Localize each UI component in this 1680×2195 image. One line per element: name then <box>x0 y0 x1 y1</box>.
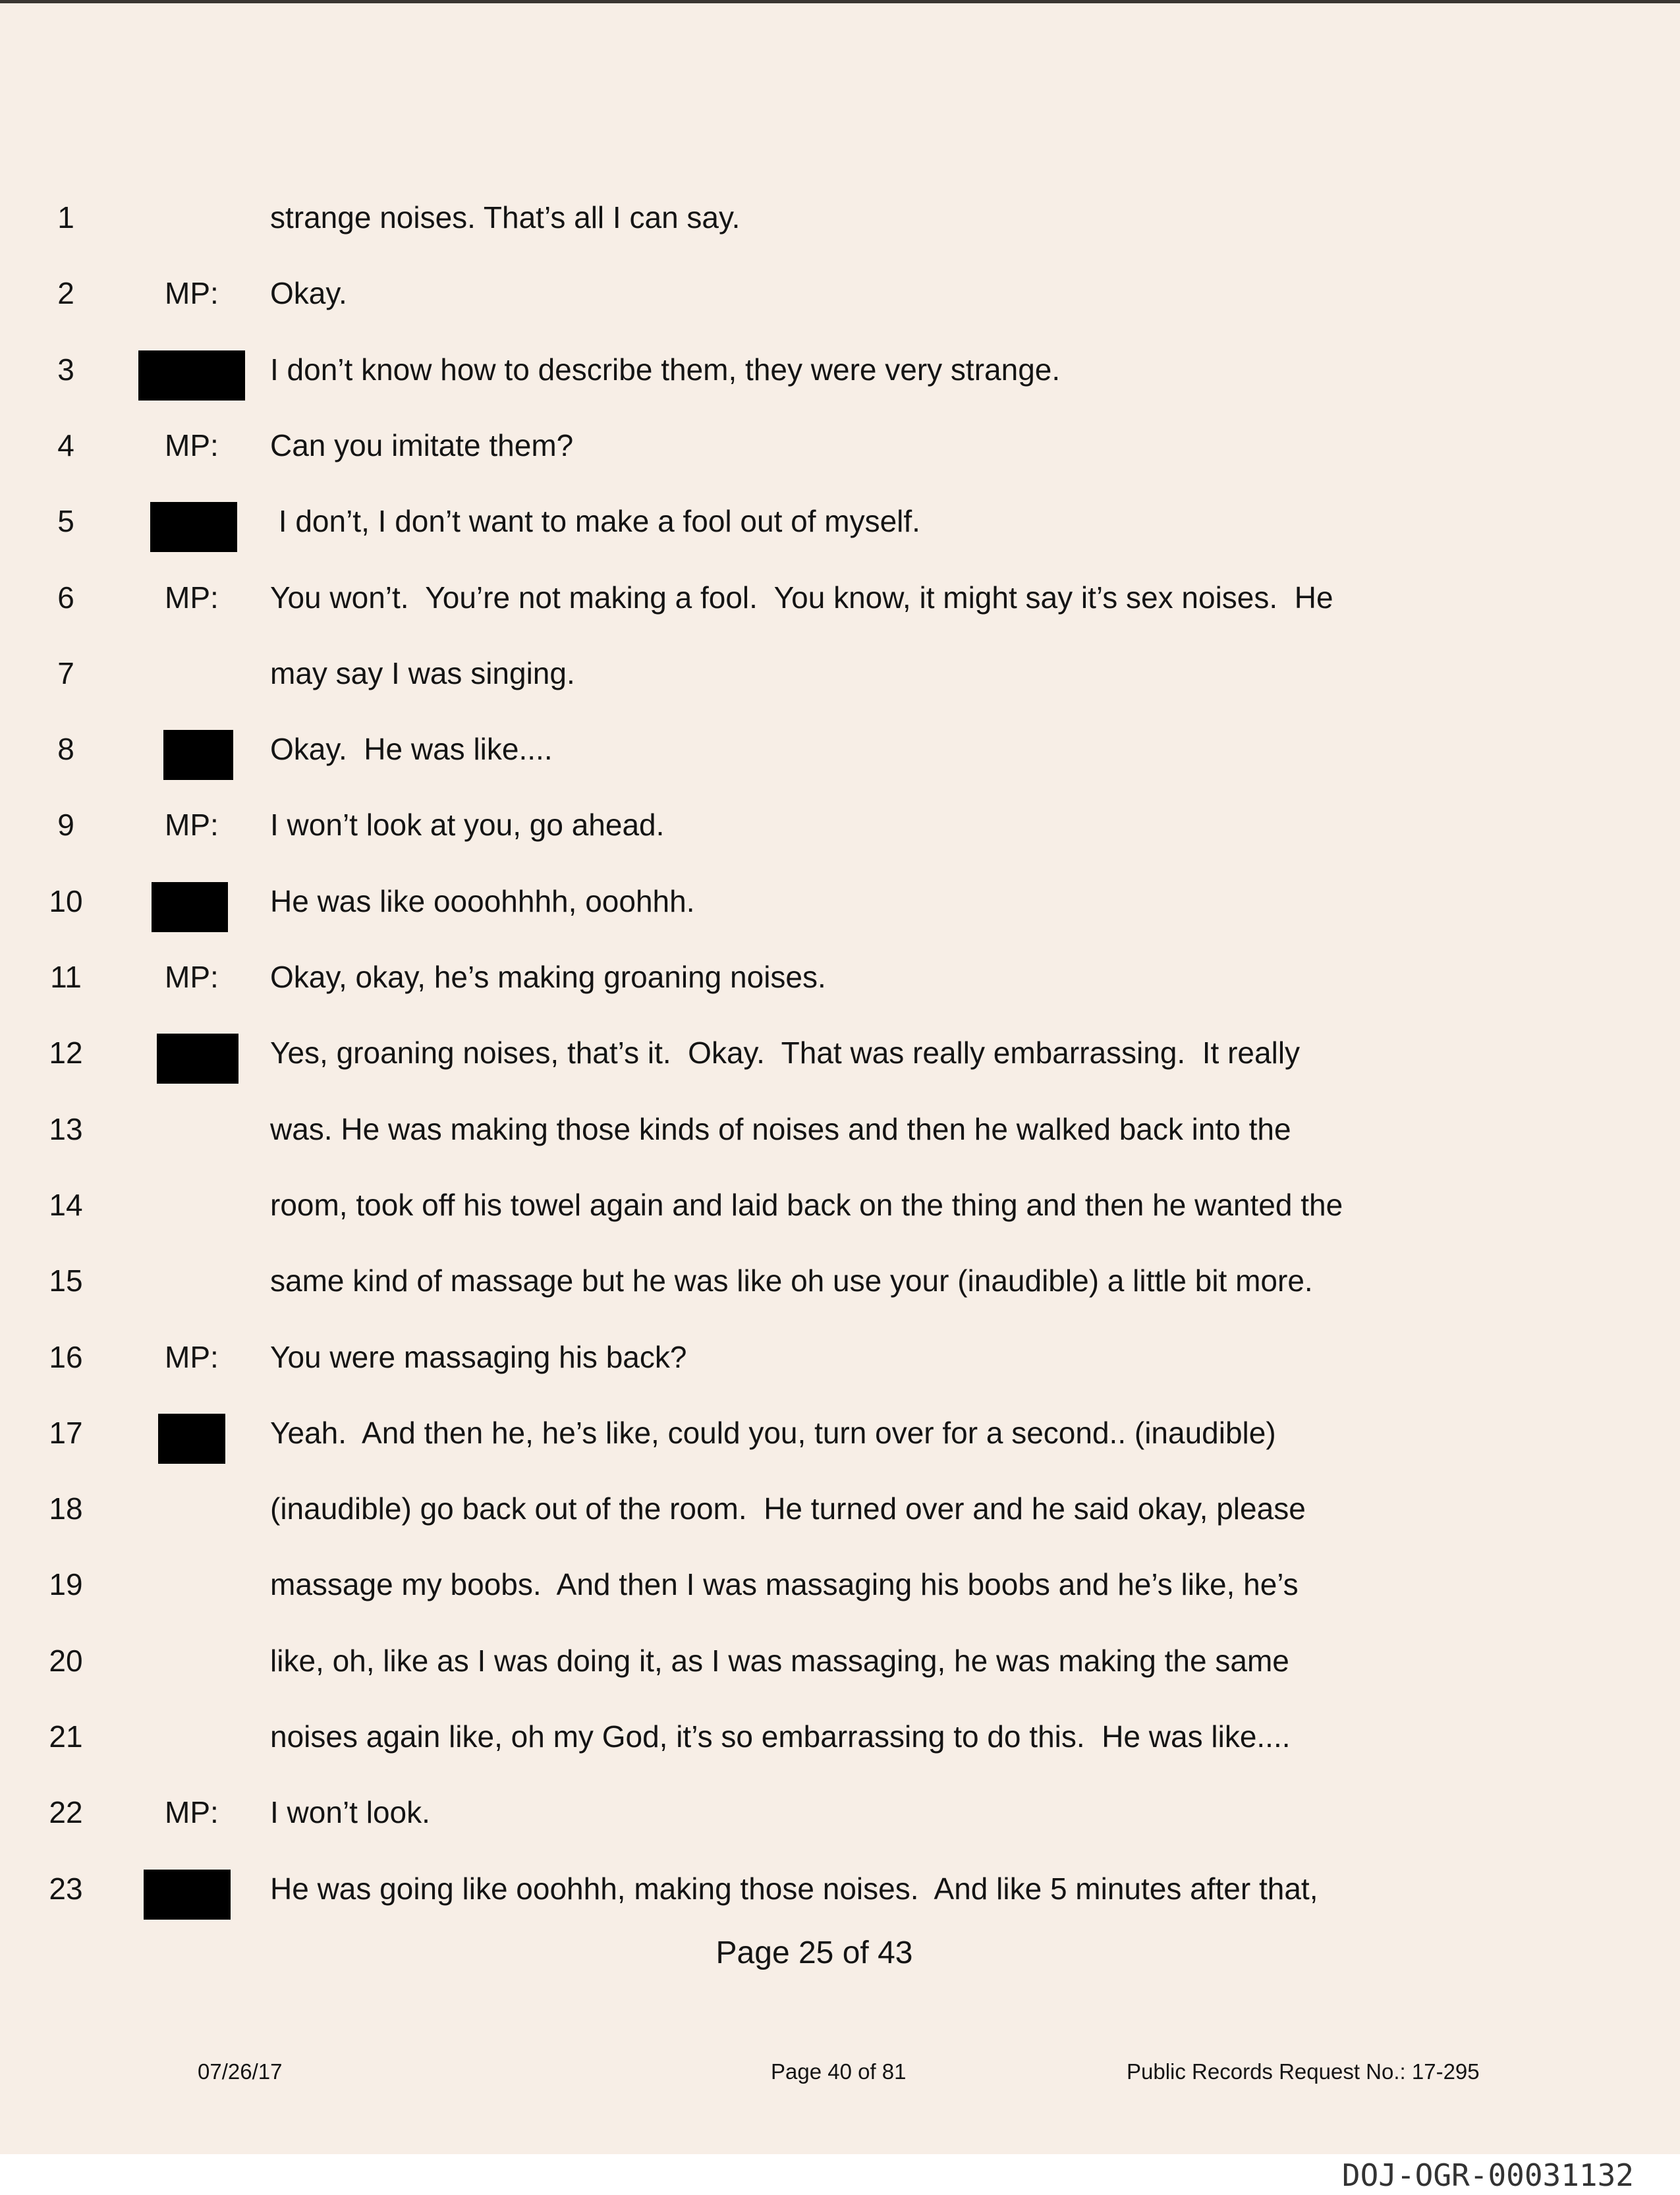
line-text: I won’t look. <box>270 1795 430 1829</box>
transcript-line <box>0 1410 1680 1456</box>
line-text: He was like oooohhhh, ooohhh. <box>270 884 695 918</box>
transcript-line <box>0 347 1680 393</box>
line-text: He was going like ooohhh, making those noises. And like 5 minutes after that, <box>270 1872 1318 1906</box>
transcript-line <box>0 1866 1680 1912</box>
line-number: 21 <box>49 1719 83 1754</box>
line-text: room, took off his towel again and laid back on the thing and then he wanted the <box>270 1188 1343 1222</box>
redacted-speaker-box <box>157 1034 238 1084</box>
transcript-line <box>0 1258 1680 1304</box>
line-number: 8 <box>57 732 74 766</box>
line-number: 12 <box>49 1036 83 1070</box>
transcript-line <box>0 1561 1680 1607</box>
redacted-speaker-box <box>163 730 233 780</box>
line-number: 9 <box>57 808 74 842</box>
line-text: Okay, okay, he’s making groaning noises. <box>270 960 826 994</box>
line-text: noises again like, oh my God, it’s so embarrassing to do this. He was like.... <box>270 1719 1291 1754</box>
doc-id-strip <box>0 2154 1680 2195</box>
transcript-line <box>0 650 1680 696</box>
speaker-label: MP: <box>165 428 219 462</box>
line-number: 4 <box>57 428 74 462</box>
line-number: 18 <box>49 1491 83 1526</box>
redacted-speaker-box <box>138 350 245 401</box>
speaker-label: MP: <box>165 960 219 994</box>
speaker-label: MP: <box>165 1795 219 1829</box>
footer-request-number: Public Records Request No.: 17-295 <box>1127 2059 1480 2084</box>
line-number: 19 <box>49 1567 83 1601</box>
speaker-label: MP: <box>165 1340 219 1374</box>
line-number: 17 <box>49 1416 83 1450</box>
line-number: 3 <box>57 352 74 387</box>
line-number: 11 <box>50 960 82 994</box>
line-number: 1 <box>57 200 74 235</box>
transcript-line <box>0 194 1680 240</box>
line-text: strange noises. That’s all I can say. <box>270 200 741 235</box>
speaker-label: MP: <box>165 276 219 310</box>
document-id: DOJ-OGR-00031132 <box>1341 2157 1634 2193</box>
line-number: 5 <box>57 504 74 538</box>
line-text: You were massaging his back? <box>270 1340 687 1374</box>
transcript-line <box>0 1789 1680 1835</box>
transcript-line <box>0 1334 1680 1380</box>
line-number: 7 <box>57 656 74 690</box>
transcript-line <box>0 1106 1680 1152</box>
line-number: 22 <box>49 1795 83 1829</box>
redacted-speaker-box <box>144 1870 231 1920</box>
transcript-line <box>0 726 1680 772</box>
transcript-line <box>0 1182 1680 1228</box>
line-number: 20 <box>49 1644 83 1678</box>
transcript-line <box>0 574 1680 621</box>
transcript-line <box>0 878 1680 924</box>
line-text: I don’t know how to describe them, they were very strange. <box>270 352 1061 387</box>
redacted-speaker-box <box>150 502 237 552</box>
transcript-line <box>0 498 1680 544</box>
transcript-page-number: Page 25 of 43 <box>715 1935 913 1970</box>
line-number: 6 <box>57 580 74 615</box>
line-text: You won’t. You’re not making a fool. You know, it might say it’s sex noises. He <box>270 580 1333 615</box>
transcript-line <box>0 1638 1680 1684</box>
redacted-speaker-box <box>158 1414 225 1464</box>
line-number: 14 <box>49 1188 83 1222</box>
transcript-line <box>0 954 1680 1000</box>
line-number: 10 <box>49 884 83 918</box>
line-text: was. He was making those kinds of noises and then he walked back into the <box>270 1112 1291 1146</box>
transcript-line <box>0 1713 1680 1760</box>
speaker-label: MP: <box>165 808 219 842</box>
line-number: 13 <box>49 1112 83 1146</box>
line-text: Okay. <box>270 276 347 310</box>
transcript-line <box>0 1486 1680 1532</box>
line-text: massage my boobs. And then I was massaging his boobs and he’s like, he’s <box>270 1567 1299 1601</box>
transcript-line <box>0 802 1680 848</box>
line-text: Can you imitate them? <box>270 428 574 462</box>
line-text: (inaudible) go back out of the room. He turned over and he said okay, please <box>270 1491 1306 1526</box>
line-text: I won’t look at you, go ahead. <box>270 808 665 842</box>
line-text: Okay. He was like.... <box>270 732 553 766</box>
speaker-label: MP: <box>165 580 219 615</box>
redacted-speaker-box <box>152 882 228 932</box>
line-number: 2 <box>57 276 74 310</box>
line-text: like, oh, like as I was doing it, as I was massaging, he was making the same <box>270 1644 1289 1678</box>
footer-page-count: Page 40 of 81 <box>771 2059 907 2084</box>
line-text: Yeah. And then he, he’s like, could you, turn over for a second.. (inaudible) <box>270 1416 1276 1450</box>
footer-date: 07/26/17 <box>198 2059 283 2084</box>
transcript-line <box>0 270 1680 316</box>
transcript-line <box>0 422 1680 468</box>
transcript-line <box>0 1030 1680 1076</box>
line-text: Yes, groaning noises, that’s it. Okay. That was really embarrassing. It really <box>270 1036 1301 1070</box>
line-number: 23 <box>49 1872 83 1906</box>
line-number: 15 <box>49 1264 83 1298</box>
line-text: same kind of massage but he was like oh use your (inaudible) a little bit more. <box>270 1264 1313 1298</box>
line-text: may say I was singing. <box>270 656 575 690</box>
line-text: I don’t, I don’t want to make a fool out of myself. <box>270 504 920 538</box>
line-number: 16 <box>49 1340 83 1374</box>
